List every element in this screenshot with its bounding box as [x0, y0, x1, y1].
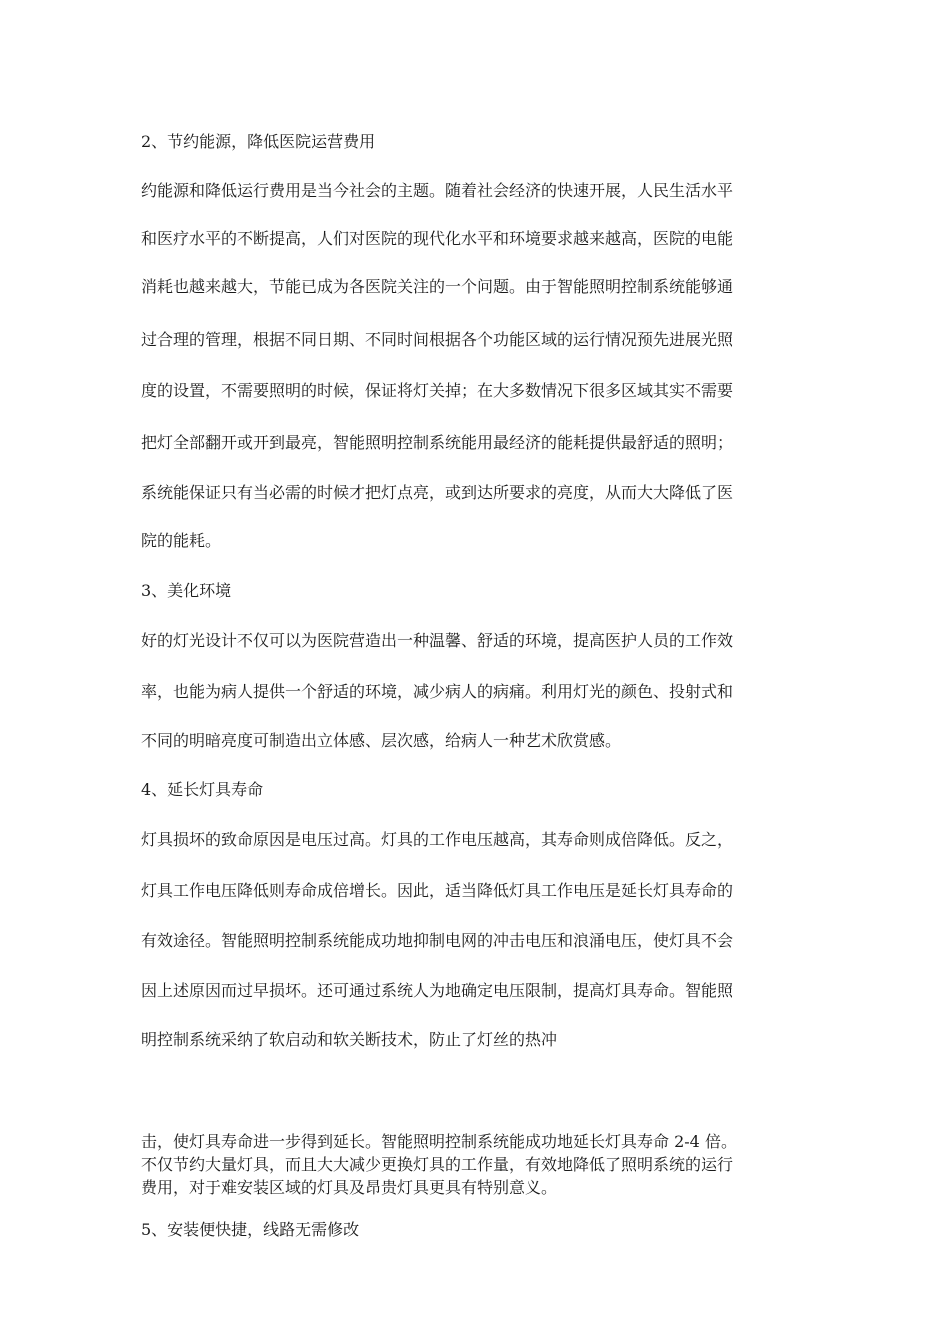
paragraph-line: 灯具损坏的致命原因是电压过高。灯具的工作电压越高，其寿命则成倍降低。反之， [141, 830, 734, 849]
paragraph-line: 击，使灯具寿命进一步得到延长。智能照明控制系统能成功地延长灯具寿命 2-4 倍。 [141, 1132, 737, 1151]
section-heading-5: 5、安装便快捷，线路无需修改 [141, 1220, 360, 1239]
paragraph-line: 把灯全部翻开或开到最亮，智能照明控制系统能用最经济的能耗提供最舒适的照明； [141, 433, 734, 452]
paragraph-line: 费用，对于难安装区域的灯具及昂贵灯具更具有特别意义。 [141, 1178, 558, 1197]
section-heading-4: 4、延长灯具寿命 [141, 780, 264, 799]
paragraph-line: 明控制系统采纳了软启动和软关断技术，防止了灯丝的热冲 [141, 1030, 558, 1049]
section-heading-2: 2、节约能源，降低医院运营费用 [141, 132, 376, 151]
continuation-paragraph [141, 1130, 821, 1199]
paragraph-line: 不仅节约大量灯具，而且大大减少更换灯具的工作量，有效地降低了照明系统的运行 [141, 1155, 734, 1174]
section-heading-3: 3、美化环境 [141, 581, 232, 600]
paragraph-line: 约能源和降低运行费用是当今社会的主题。随着社会经济的快速开展，人民生活水平 [141, 181, 734, 200]
paragraph-line: 好的灯光设计不仅可以为医院营造出一种温馨、舒适的环境，提高医护人员的工作效 [141, 631, 734, 650]
paragraph-line: 系统能保证只有当必需的时候才把灯点亮，或到达所要求的亮度，从而大大降低了医 [141, 483, 734, 502]
paragraph-line: 度的设置，不需要照明的时候，保证将灯关掉；在大多数情况下很多区域其实不需要 [141, 381, 734, 400]
paragraph-line: 有效途径。智能照明控制系统能成功地抑制电网的冲击电压和浪涌电压，使灯具不会 [141, 931, 734, 950]
paragraph-line: 灯具工作电压降低则寿命成倍增长。因此，适当降低灯具工作电压是延长灯具寿命的 [141, 881, 734, 900]
paragraph-line: 过合理的管理，根据不同日期、不同时间根据各个功能区域的运行情况预先进展光照 [141, 330, 734, 349]
paragraph-line: 率，也能为病人提供一个舒适的环境，减少病人的病痛。利用灯光的颜色、投射式和 [141, 682, 734, 701]
paragraph-line: 消耗也越来越大，节能已成为各医院关注的一个问题。由于智能照明控制系统能够通 [141, 277, 734, 296]
paragraph-line: 院的能耗。 [141, 531, 222, 550]
paragraph-line: 因上述原因而过早损坏。还可通过系统人为地确定电压限制，提高灯具寿命。智能照 [141, 981, 734, 1000]
paragraph-line: 不同的明暗亮度可制造出立体感、层次感，给病人一种艺术欣赏感。 [141, 731, 622, 750]
paragraph-line: 和医疗水平的不断提高，人们对医院的现代化水平和环境要求越来越高，医院的电能 [141, 229, 734, 248]
